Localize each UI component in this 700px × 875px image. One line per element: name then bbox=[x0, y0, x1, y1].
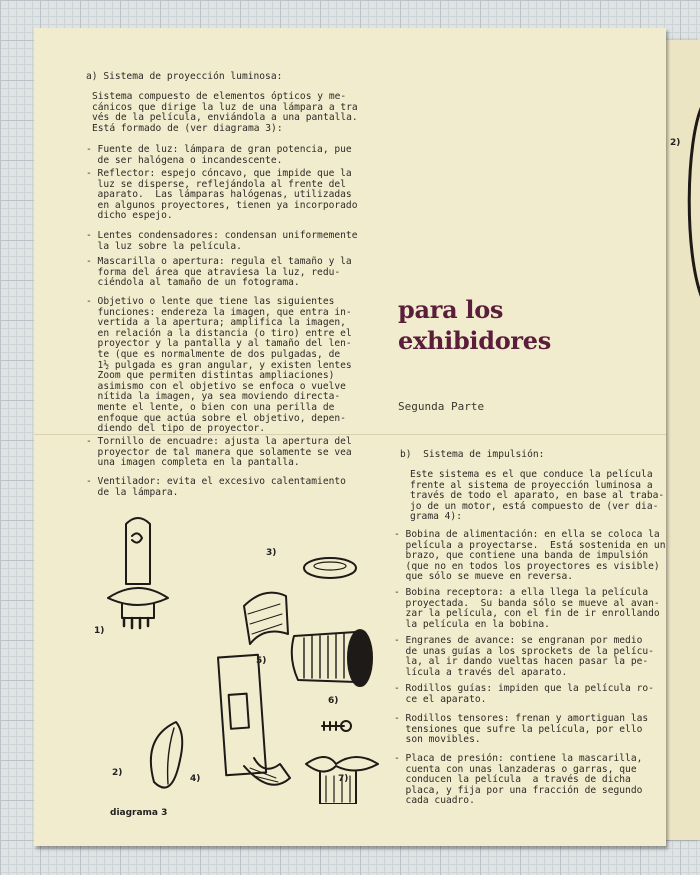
item-ventilador: - Ventilador: evita el excesivo calentamiento de la lámpara. bbox=[86, 476, 346, 498]
section-b-heading: b) Sistema de impulsión: bbox=[400, 449, 545, 460]
objective-lens-drawing bbox=[292, 630, 372, 686]
next-page-diagram-arc bbox=[682, 102, 700, 302]
diagram-label-2: 2) bbox=[112, 768, 123, 778]
diagram-caption: diagrama 3 bbox=[110, 808, 168, 818]
section-a-heading: a) Sistema de proyección luminosa: bbox=[86, 71, 283, 82]
item-mascarilla: - Mascarilla o apertura: regula el tamaño y la forma del área que atraviesa la luz, redu- ciéndola al tamaño de un fotograma. bbox=[86, 256, 352, 289]
item-bobina-alimentacion: - Bobina de alimentación: en ella se coloca la película a proyectarse. Está sostenida en un brazo, que contiene una banda de impulsión (que no en todos los proyectores es visible) que sólo se mueve en reversa. bbox=[394, 529, 666, 583]
next-page-edge bbox=[660, 40, 700, 840]
page-title: para los exhibidores bbox=[398, 295, 551, 355]
diagram-label-7: 7) bbox=[338, 774, 349, 784]
diagram-label-3: 3) bbox=[266, 548, 277, 558]
screw-drawing bbox=[322, 721, 351, 731]
next-page-label: 2) bbox=[670, 138, 681, 148]
diagram-label-6: 6) bbox=[328, 696, 339, 706]
item-fuente-de-luz: - Fuente de luz: lámpara de gran potencia, pue de ser halógena o incandescente. bbox=[86, 144, 352, 166]
item-tornillo-encuadre: - Tornillo de encuadre: ajusta la apertura del proyector de tal manera que solamente se vea una imagen completa en la pantalla. bbox=[86, 436, 352, 469]
item-placa-presion: - Placa de presión: contiene la mascarilla, cuenta con unas lanzaderas o garras, que conducen la película a través de dicha placa, y fija por una fracción de segundo cada cuadro. bbox=[394, 753, 643, 807]
item-lentes-condensadores: - Lentes condensadores: condensan uniformemente la luz sobre la película. bbox=[86, 230, 358, 252]
section-b-intro: Este sistema es el que conduce la película frente al sistema de proyección luminosa a través de todo el aparato, en base al traba- jo de un motor, está compuesto de (ver dia- grama 4): bbox=[410, 469, 665, 523]
lamp-drawing bbox=[108, 518, 168, 628]
document-page bbox=[34, 28, 666, 846]
item-objetivo: - Objetivo o lente que tiene las siguientes funciones: endereza la imagen, que entra in- vertida a la apertura; amplifica la imagen, en relación a la distancia (o tiro) entre el proyector y la pantalla y al tamaño del len- te (que es normalmente de dos pulgadas, de 1½ pulgada es gran angular, y existen lentes Zoom que permiten distintas ampliaciones) asimismo con el objetivo se enfoca o vuelve nítida la imagen, ya sea moviendo directa- mente el lente, o bien con una perilla de enfoque que actúa sobre el objetivo, depen- diendo del tipo de proyector. bbox=[86, 296, 352, 435]
item-rodillos-tensores: - Rodillos tensores: frenan y amortiguan las tensiones que sufre la película, por ello son movibles. bbox=[394, 713, 649, 746]
item-rodillos-guias: - Rodillos guías: impiden que la película ro- ce el aparato. bbox=[394, 683, 654, 705]
item-engranes-avance: - Engranes de avance: se engranan por medio de unas guías a los sprockets de la pelícu- la, al ir dando vueltas hacen pasar la pe- lícula a través del aparato. bbox=[394, 635, 654, 678]
page-subtitle: Segunda Parte bbox=[398, 400, 485, 413]
condenser-lens-drawing bbox=[304, 558, 356, 578]
reflector-drawing bbox=[151, 722, 182, 788]
diagram-label-5: 5) bbox=[256, 656, 267, 666]
diagram-label-1: 1) bbox=[94, 626, 105, 636]
section-a-intro: Sistema compuesto de elementos ópticos y me- cánicos que dirige la luz de una lámpara a tra vés de la película, enviándola a una pantalla. Está formado de (ver diagrama 3): bbox=[92, 91, 358, 134]
film-gate-drawing bbox=[218, 593, 290, 785]
item-reflector: - Reflector: espejo cóncavo, que impide que la luz se disperse, reflejándola al frente del aparato. Las lámparas halógenas, utilizadas en algunos proyectores, tienen ya incorporado dicho espejo. bbox=[86, 168, 358, 222]
diagram-label-4: 4) bbox=[190, 774, 201, 784]
item-bobina-receptora: - Bobina receptora: a ella llega la película proyectada. Su banda sólo se mueve al avan- zar la película, con el fin de ir enrollando la película en la bobina. bbox=[394, 587, 660, 630]
projector-parts-diagram bbox=[94, 514, 384, 804]
